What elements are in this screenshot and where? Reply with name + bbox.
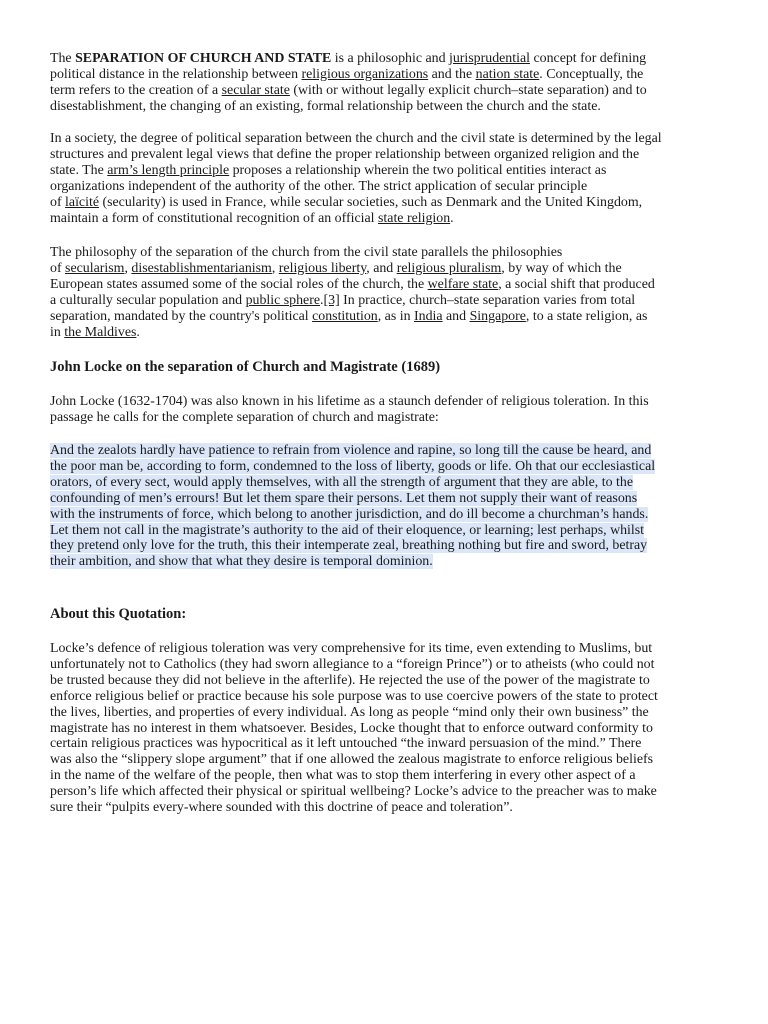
text-highlight: they pretend only love for the truth, this their intemperate zeal, breathing nothing but fire and sword, betray xyxy=(50,538,648,554)
quote-line xyxy=(50,538,722,554)
text: of xyxy=(50,260,66,276)
text-highlight: their ambition, and show that what they desire is temporal dominion. xyxy=(50,554,433,570)
text: , a social shift that produced xyxy=(498,276,655,292)
quote-line xyxy=(50,459,722,475)
about-line: the lives, liberties, and properties of every individual. As long as people “mind only their own business” the xyxy=(50,704,649,720)
text: in xyxy=(50,324,65,340)
text-highlight: with the instruments of force, which belong to another jurisdiction, and do ill become a churchman’s hands. xyxy=(50,506,649,522)
quote-line xyxy=(50,491,722,507)
text: . Conceptually, the xyxy=(539,66,644,82)
society-line-6 xyxy=(50,211,722,227)
about-line: person’s life which affected their physical or spiritual wellbeing? Locke’s advice to the preacher was to make xyxy=(50,784,657,800)
about-line: sure their “pulpits every-where sounded with this doctrine of peace and toleration”. xyxy=(50,800,513,816)
philosophy-line-4 xyxy=(50,293,722,309)
link-state-religion[interactable]: state religion xyxy=(378,210,451,226)
text: . xyxy=(136,324,140,340)
text: maintain a form of constitutional recognition of an official xyxy=(50,210,379,226)
about-quotation-heading: About this Quotation: xyxy=(50,606,187,622)
philosophy-line-6 xyxy=(50,325,722,341)
link-secular-state[interactable]: secular state xyxy=(221,82,290,98)
text: The xyxy=(50,51,76,66)
quote-line xyxy=(50,554,722,570)
about-line: was also the “slippery slope argument” that if one allowed the zealous magistrate to enforce religious beliefs xyxy=(50,752,654,768)
about-quotation-paragraph xyxy=(50,641,722,816)
text: , to a state religion, as xyxy=(525,308,648,324)
text: and the xyxy=(428,66,476,82)
about-line: magistrate has no interest in them whatsoever. Besides, Locke thought that to enforce outward conformity to xyxy=(50,720,653,736)
link-laicite[interactable]: laïcité xyxy=(65,194,99,210)
quote-line xyxy=(50,443,722,459)
society-line-1: In a society, the degree of political separation between the church and the civil state is determined by the legal xyxy=(50,131,662,146)
text: (with or without legally explicit church–state separation) and to xyxy=(289,82,647,98)
text: proposes a relationship wherein the two political entities interact as xyxy=(229,162,607,178)
society-line-3 xyxy=(50,163,722,179)
intro-line-3 xyxy=(50,83,722,99)
topic-term: SEPARATION OF CHURCH AND STATE xyxy=(75,51,332,66)
philosophy-line-2 xyxy=(50,261,722,277)
about-line: Locke’s defence of religious toleration was very comprehensive for its time, even extending to Muslims, but xyxy=(50,641,653,656)
locke-intro-line-1: John Locke (1632-1704) was also known in his lifetime as a staunch defender of religious toleration. In this xyxy=(50,394,649,409)
quote-line xyxy=(50,475,722,491)
text: . xyxy=(450,210,454,226)
text: European states assumed some of the social roles of the church, the xyxy=(50,276,428,292)
link-religious-organizations[interactable]: religious organizations xyxy=(301,66,429,82)
link-the-maldives[interactable]: the Maldives xyxy=(64,324,137,340)
philosophy-line-3 xyxy=(50,277,722,293)
link-arms-length-principle[interactable]: arm’s length principle xyxy=(107,162,230,178)
locke-section-heading: John Locke on the separation of Church and Magistrate (1689) xyxy=(50,359,441,375)
text-highlight: the poor man be, according to form, condemned to the loss of liberty, goods or life. Oh that our ecclesiastical xyxy=(50,458,656,474)
link-nation-state[interactable]: nation state xyxy=(475,66,540,82)
link-religious-pluralism[interactable]: religious pluralism xyxy=(396,260,502,276)
link-religious-liberty[interactable]: religious liberty xyxy=(278,260,367,276)
text: , xyxy=(124,260,132,276)
text: of xyxy=(50,194,66,210)
text: , as in xyxy=(377,308,414,324)
about-line: be trusted because they did not believe in the afterlife). He rejected the use of the power of the magistrate to xyxy=(50,672,650,688)
locke-quote-highlighted xyxy=(50,443,722,570)
link-singapore[interactable]: Singapore xyxy=(469,308,526,324)
intro-line-4: disestablishment, the changing of an existing, formal relationship between the church and the state. xyxy=(50,98,601,114)
society-line-2: structures and prevalent legal views that define the proper relationship between organized religion and the xyxy=(50,146,640,162)
locke-intro-paragraph xyxy=(50,394,722,426)
text: a culturally secular population and xyxy=(50,292,246,308)
link-disestablishmentarianism[interactable]: disestablishmentarianism xyxy=(131,260,272,276)
link-constitution[interactable]: constitution xyxy=(312,308,378,324)
philosophy-line-5 xyxy=(50,309,722,325)
text: , and xyxy=(366,260,397,276)
text: (secularity) is used in France, while secular societies, such as Denmark and the United Kingdom, xyxy=(98,194,643,210)
text-highlight: orators, of every sect, would apply themselves, with all the strength of argument that they are able, to the xyxy=(50,474,633,490)
intro-line-1 xyxy=(50,51,722,67)
society-line-4: organizations independent of the authority of the other. The strict application of secular principle xyxy=(50,178,588,194)
text: is a philosophic and xyxy=(331,51,449,66)
link-reference-3[interactable]: [3] xyxy=(323,292,340,308)
link-secularism[interactable]: secularism xyxy=(65,260,125,276)
quote-line xyxy=(50,507,722,523)
text: state. The xyxy=(50,162,108,178)
text: , by way of which the xyxy=(501,260,622,276)
society-line-5 xyxy=(50,195,722,211)
text-highlight: And the zealots hardly have patience to refrain from violence and rapine, so long till the cause be heard, and xyxy=(50,443,652,458)
about-line: enforce religious belief or practice because his sole purpose was to use coercive powers of the state to protect xyxy=(50,688,658,704)
link-welfare-state[interactable]: welfare state xyxy=(427,276,499,292)
text: and xyxy=(442,308,470,324)
text: term refers to the creation of a xyxy=(50,82,222,98)
link-public-sphere[interactable]: public sphere xyxy=(245,292,321,308)
text: In practice, church–state separation varies from total xyxy=(339,292,636,308)
text: separation, mandated by the country's political xyxy=(50,308,313,324)
quote-line xyxy=(50,523,722,539)
text: , xyxy=(271,260,279,276)
about-line: unfortunately not to Catholics (they had sworn allegiance to a “foreign Prince”) or to atheists (who could not xyxy=(50,656,655,672)
society-paragraph xyxy=(50,131,722,226)
about-line: certain religious practices was hypocritical as it left untouched “the inward persuasion of the mind.” There xyxy=(50,736,642,752)
link-jurisprudential[interactable]: jurisprudential xyxy=(448,51,530,66)
about-line: in the name of the welfare of the people, then what was to stop them interfering in every other aspect of a xyxy=(50,768,636,784)
text-highlight: Let them not call in the magistrate’s authority to the aid of their eloquence, or learning; lest perhaps, whilst xyxy=(50,522,645,538)
link-india[interactable]: India xyxy=(414,308,443,324)
locke-intro-line-2: passage he calls for the complete separation of church and magistrate: xyxy=(50,409,439,425)
intro-line-2 xyxy=(50,67,722,83)
intro-paragraph xyxy=(50,51,722,115)
text: concept for defining xyxy=(530,51,647,66)
philosophy-paragraph xyxy=(50,245,722,340)
text: political distance in the relationship between xyxy=(50,66,302,82)
philosophy-line-1: The philosophy of the separation of the church from the civil state parallels the philosophies xyxy=(50,245,563,260)
text-highlight: confounding of men’s errours! But let them spare their persons. Let them not supply their want of reasons xyxy=(50,490,638,506)
text: . xyxy=(320,292,324,308)
